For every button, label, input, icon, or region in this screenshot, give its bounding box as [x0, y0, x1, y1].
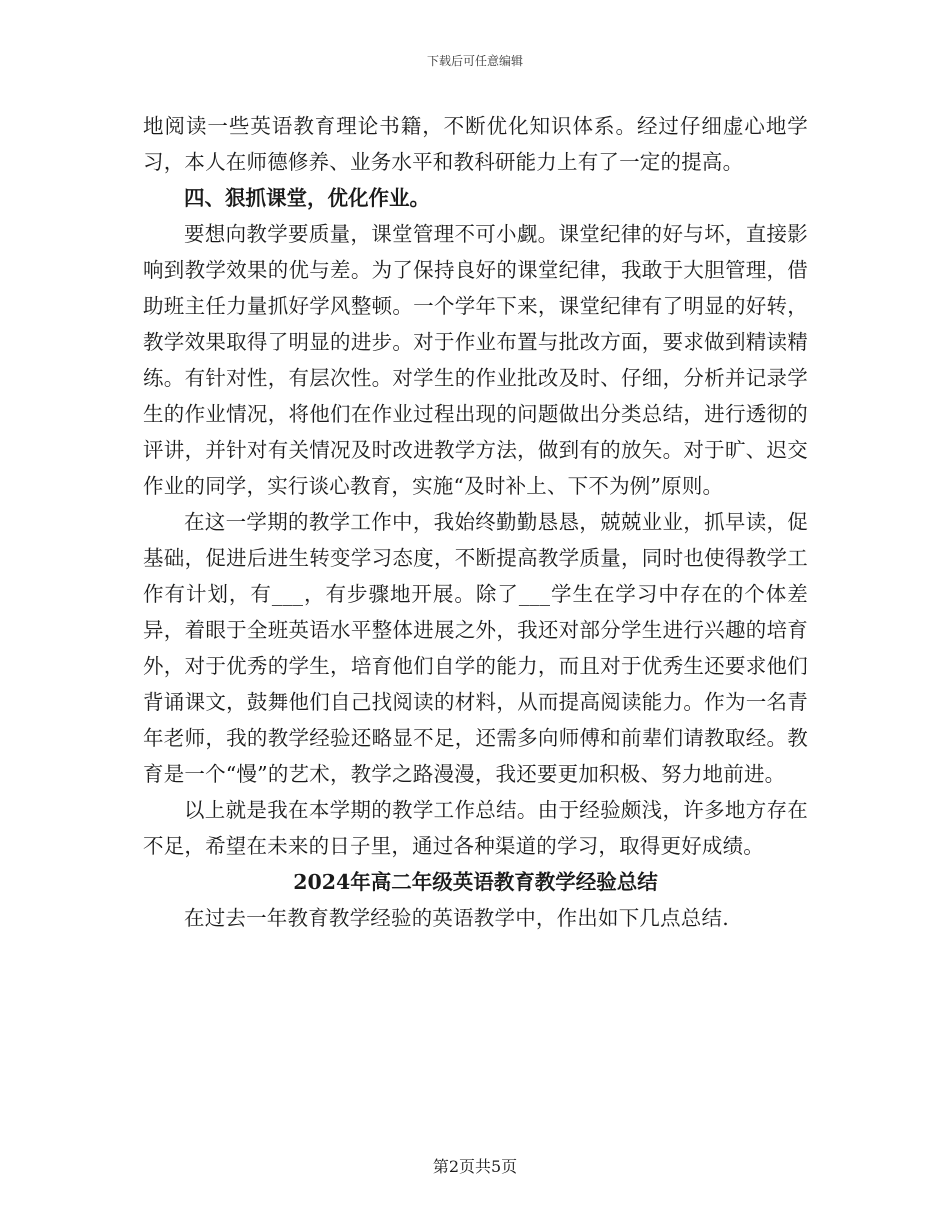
document-body: [143, 108, 808, 936]
paragraph-continuation: 地阅读一些英语教育理论书籍，不断优化知识体系。经过仔细虚心地学习，本人在师德修养、业务水平和教科研能力上有了一定的提高。: [143, 114, 808, 174]
paragraph-conclusion: 以上就是我在本学期的教学工作总结。由于经验颇浅，许多地方存在不足，希望在未来的日子里，通过各种渠道的学习，取得更好成绩。: [143, 798, 808, 858]
paragraph-classroom-management: 要想向教学要质量，课堂管理不可小觑。课堂纪律的好与坏，直接影响到教学效果的优与差。为了保持良好的课堂纪律，我敢于大胆管理，借助班主任力量抓好学风整顿。一个学年下来，课堂纪律有了明显的好转，教学效果取得了明显的进步。对于作业布置与批改方面，要求做到精读精练。有针对性，有层次性。对学生的作业批改及时、仔细，分析并记录学生的作业情况，将他们在作业过程出现的问题做出分类总结，进行透彻的评讲，并针对有关情况及时改进教学方法，做到有的放矢。对于旷、迟交作业的同学，实行谈心教育，实施“及时补上、下不为例”原则。: [143, 222, 808, 498]
document-title: 2024年高二年级英语教育教学经验总结: [293, 870, 658, 894]
section-heading-four: 四、狠抓课堂，优化作业。: [184, 186, 430, 210]
page-number: 第2页共5页: [432, 1157, 518, 1176]
paragraph-semester-work: 在这一学期的教学工作中，我始终勤勤恳恳，兢兢业业，抓早读，促基础，促进后进生转变学习态度，不断提高教学质量，同时也使得教学工作有计划，有___，有步骤地开展。除了___学生在学习中存在的个体差异，着眼于全班英语水平整体进展之外，我还对部分学生进行兴趣的培育外，对于优秀的学生，培育他们自学的能力，而且对于优秀生还要求他们背诵课文，鼓舞他们自己找阅读的材料，从而提高阅读能力。作为一名青年老师，我的教学经验还略显不足，还需多向师傅和前辈们请教取经。教育是一个“慢”的艺术，教学之路漫漫，我还要更加积极、努力地前进。: [143, 510, 808, 786]
paragraph-intro: 在过去一年教育教学经验的英语教学中，作出如下几点总结.: [184, 906, 729, 930]
page-header: 下载后可任意编辑: [426, 54, 523, 68]
